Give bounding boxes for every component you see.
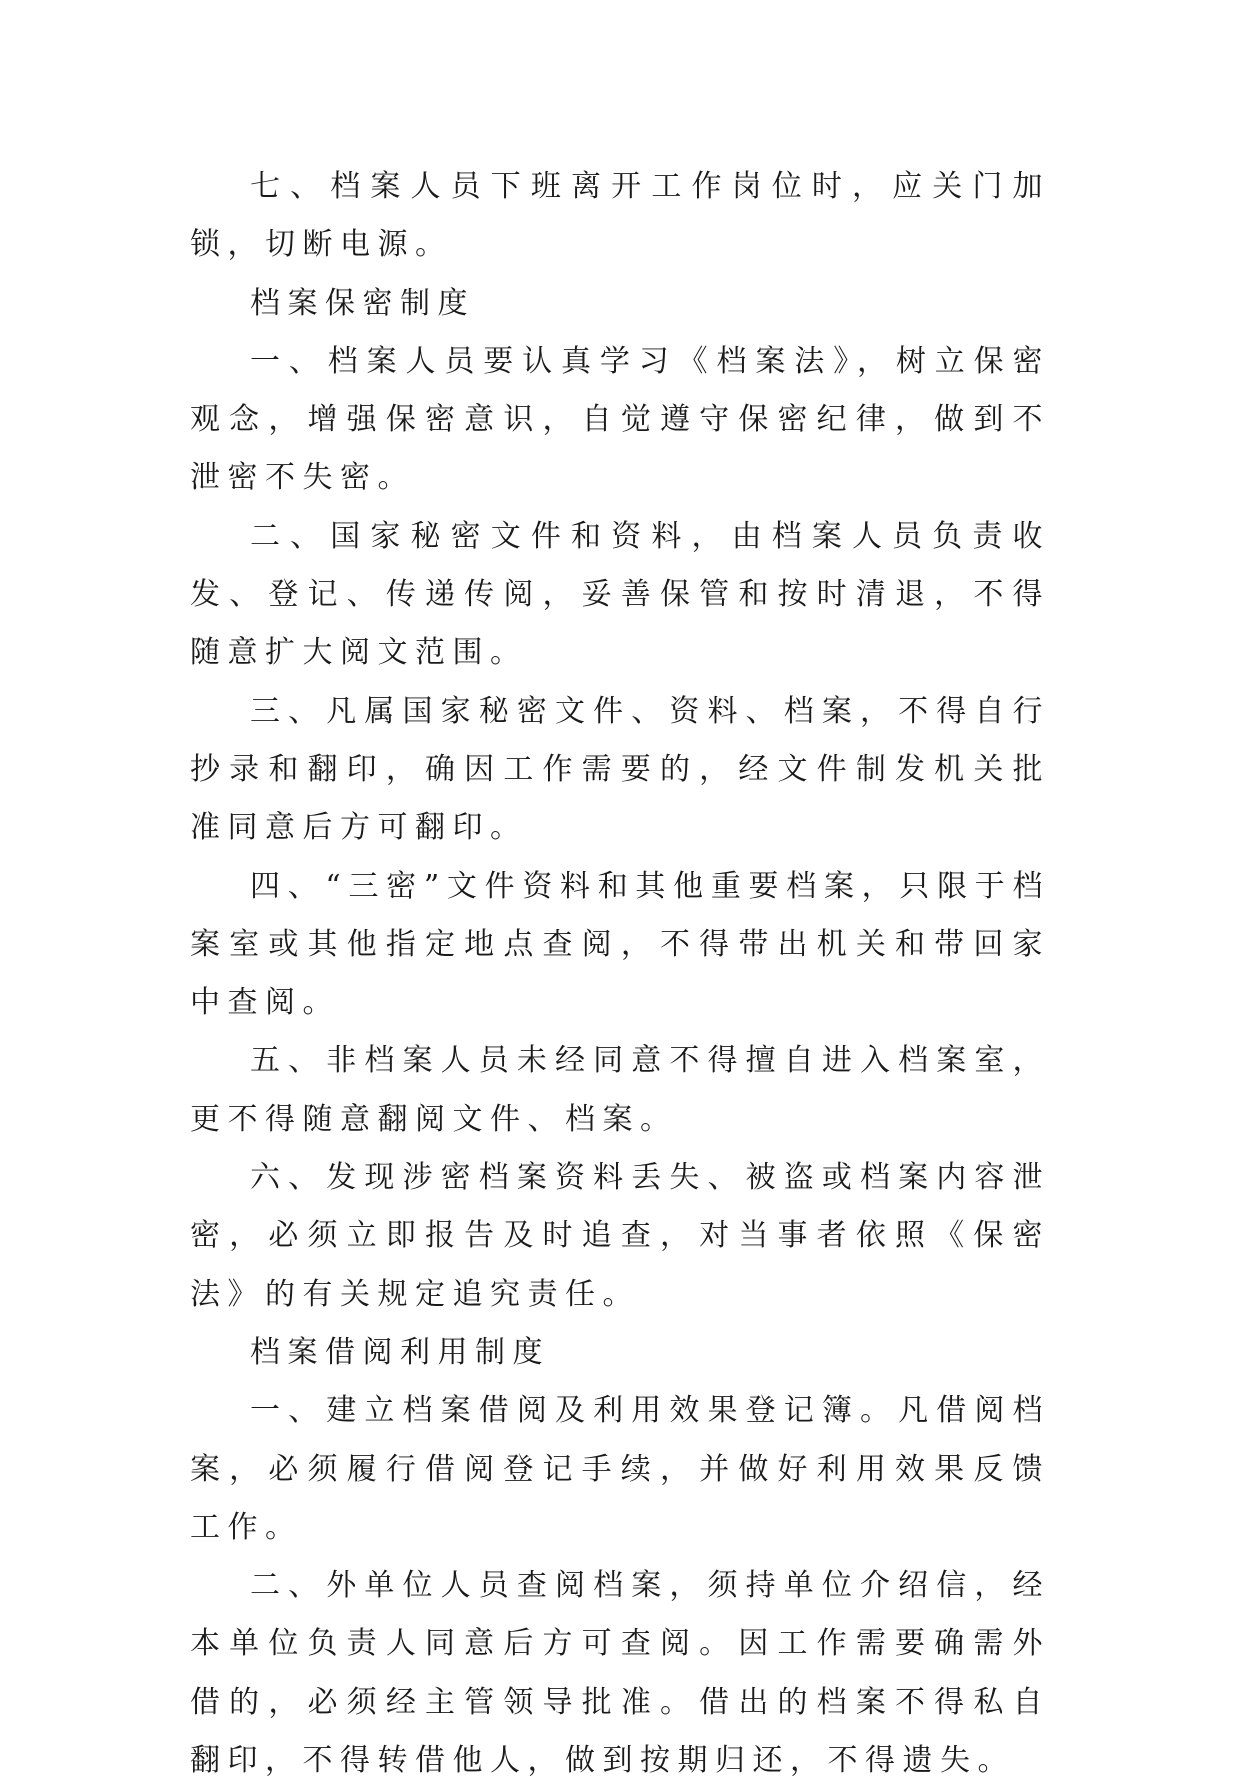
section-heading-borrowing: 档案借阅利用制度 <box>250 1334 550 1370</box>
paragraph-confidentiality-6: 六、发现涉密档案资料丢失、被盗或档案内容泄密，必须立即报告及时追查，对当事者依照《保密法》的有关规定追究责任。 <box>190 1160 1050 1312</box>
paragraph-borrowing-2: 二、外单位人员查阅档案，须持单位介绍信，经本单位负责人同意后方可查阅。因工作需要确需外借的，必须经主管领导批准。借出的档案不得私自翻印，不得转借他人，做到按期归还，不得遗失。 <box>190 1568 1050 1779</box>
document-body <box>190 158 1050 1790</box>
paragraph-confidentiality-3: 三、凡属国家秘密文件、资料、档案，不得自行抄录和翻印，确因工作需要的，经文件制发机关批准同意后方可翻印。 <box>190 693 1050 846</box>
paragraph-confidentiality-2: 二、国家秘密文件和资料，由档案人员负责收发、登记、传递传阅，妥善保管和按时清退，不得随意扩大阅文范围。 <box>190 518 1050 671</box>
paragraph-confidentiality-5: 五、非档案人员未经同意不得擅自进入档案室，更不得随意翻阅文件、档案。 <box>190 1043 1050 1137</box>
paragraph-rule-7-shutdown: 七、档案人员下班离开工作岗位时，应关门加锁，切断电源。 <box>190 169 1050 263</box>
paragraph-borrowing-1: 一、建立档案借阅及利用效果登记簿。凡借阅档案，必须履行借阅登记手续，并做好利用效果反馈工作。 <box>190 1393 1050 1545</box>
paragraph-confidentiality-4: 四、“三密”文件资料和其他重要档案，只限于档案室或其他指定地点查阅，不得带出机关和带回家中查阅。 <box>190 868 1050 1021</box>
paragraph-confidentiality-1: 一、档案人员要认真学习《档案法》，树立保密观念，增强保密意识，自觉遵守保密纪律，做到不泄密不失密。 <box>190 343 1050 496</box>
section-heading-confidentiality: 档案保密制度 <box>250 285 475 321</box>
